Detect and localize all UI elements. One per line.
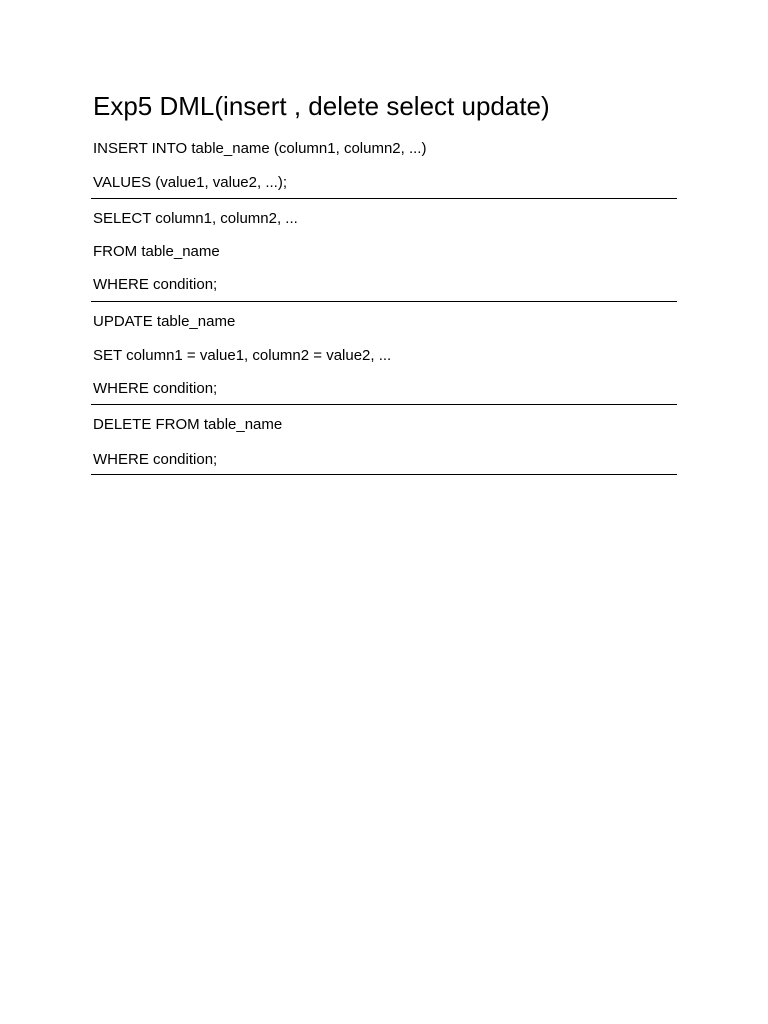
delete-section	[91, 415, 677, 475]
code-line: INSERT INTO table_name (column1, column2, ...)	[93, 140, 427, 157]
select-section	[91, 209, 677, 302]
code-line: DELETE FROM table_name	[93, 416, 283, 433]
update-section	[91, 312, 677, 405]
code-line: SET column1 = value1, column2 = value2, ...	[93, 347, 392, 364]
code-line: WHERE condition;	[93, 380, 218, 397]
insert-section	[91, 138, 677, 199]
code-line: VALUES (value1, value2, ...);	[93, 174, 287, 191]
code-line: FROM table_name	[93, 243, 220, 260]
code-line: WHERE condition;	[93, 451, 218, 468]
code-line: SELECT column1, column2, ...	[93, 210, 298, 227]
page-title: Exp5 DML(insert , delete select update)	[93, 91, 550, 121]
code-line: WHERE condition;	[93, 276, 218, 293]
code-line: UPDATE table_name	[93, 313, 236, 330]
